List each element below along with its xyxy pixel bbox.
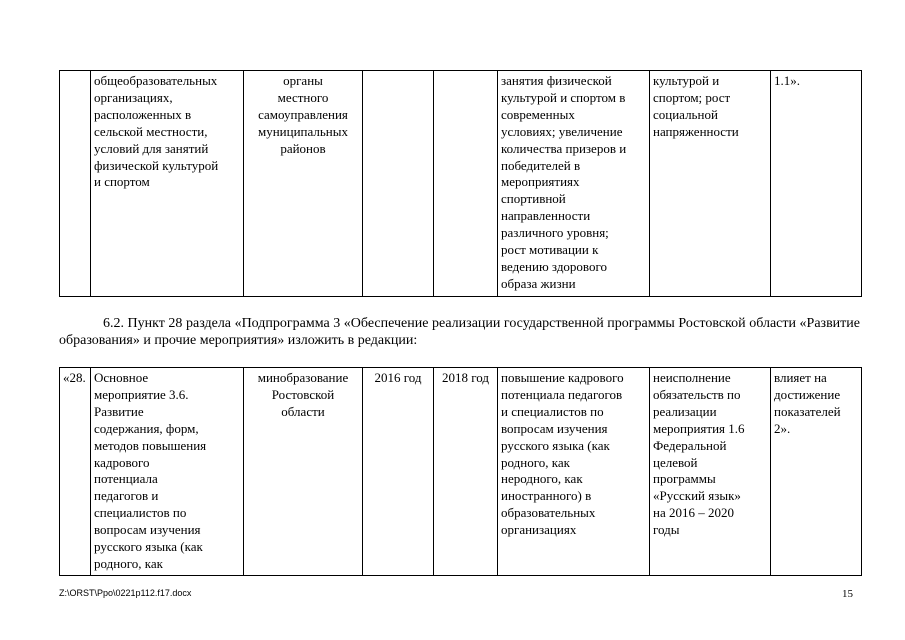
- cell-start: [363, 71, 434, 297]
- cell-number: [60, 71, 91, 297]
- cell-indicators: 1.1».: [771, 71, 862, 297]
- footer-file-path: Z:\ORST\Ppo\0221p112.f17.docx: [59, 588, 192, 598]
- cell-activity: Основное мероприятие 3.6. Развитие содержания, форм, методов повышения кадрового потенциала педагогов и специалистов по вопросам изучения русского языка (как родного, как: [91, 368, 244, 576]
- page-number: 15: [842, 588, 853, 600]
- cell-executor: минобразование Ростовской области: [244, 368, 363, 576]
- cell-end: [434, 71, 498, 297]
- table-row: [60, 368, 862, 576]
- cell-result: занятия физической культурой и спортом в современных условиях; увеличение количества призеров и победителей в мероприятиях спортивной направленности различного уровня; рост мотивации к ведению здорового образа жизни: [498, 71, 650, 297]
- table-top: [59, 70, 862, 297]
- table-row: [60, 71, 862, 297]
- amendment-paragraph: 6.2. Пункт 28 раздела «Подпрограмма 3 «Обеспечение реализации государственной программы Ростовской области «Развитие образования» и прочие мероприятия» изложить в редакции:: [59, 316, 860, 348]
- table-bottom: [59, 367, 862, 576]
- cell-end: 2018 год: [434, 368, 498, 576]
- cell-indicators: влияет на достижение показателей 2».: [771, 368, 862, 576]
- cell-executor: органы местного самоуправления муниципальных районов: [244, 71, 363, 297]
- cell-start: 2016 год: [363, 368, 434, 576]
- cell-consequences: неисполнение обязательств по реализации мероприятия 1.6 Федеральной целевой программы «Русский язык» на 2016 – 2020 годы: [650, 368, 771, 576]
- cell-consequences: культурой и спортом; рост социальной напряженности: [650, 71, 771, 297]
- cell-number: «28.: [60, 368, 91, 576]
- cell-result: повышение кадрового потенциала педагогов и специалистов по вопросам изучения русского языка (как родного, как неродного, как иностранного) в образовательных организациях: [498, 368, 650, 576]
- cell-activity: общеобразовательных организациях, расположенных в сельской местности, условий для занятий физической культурой и спортом: [91, 71, 244, 297]
